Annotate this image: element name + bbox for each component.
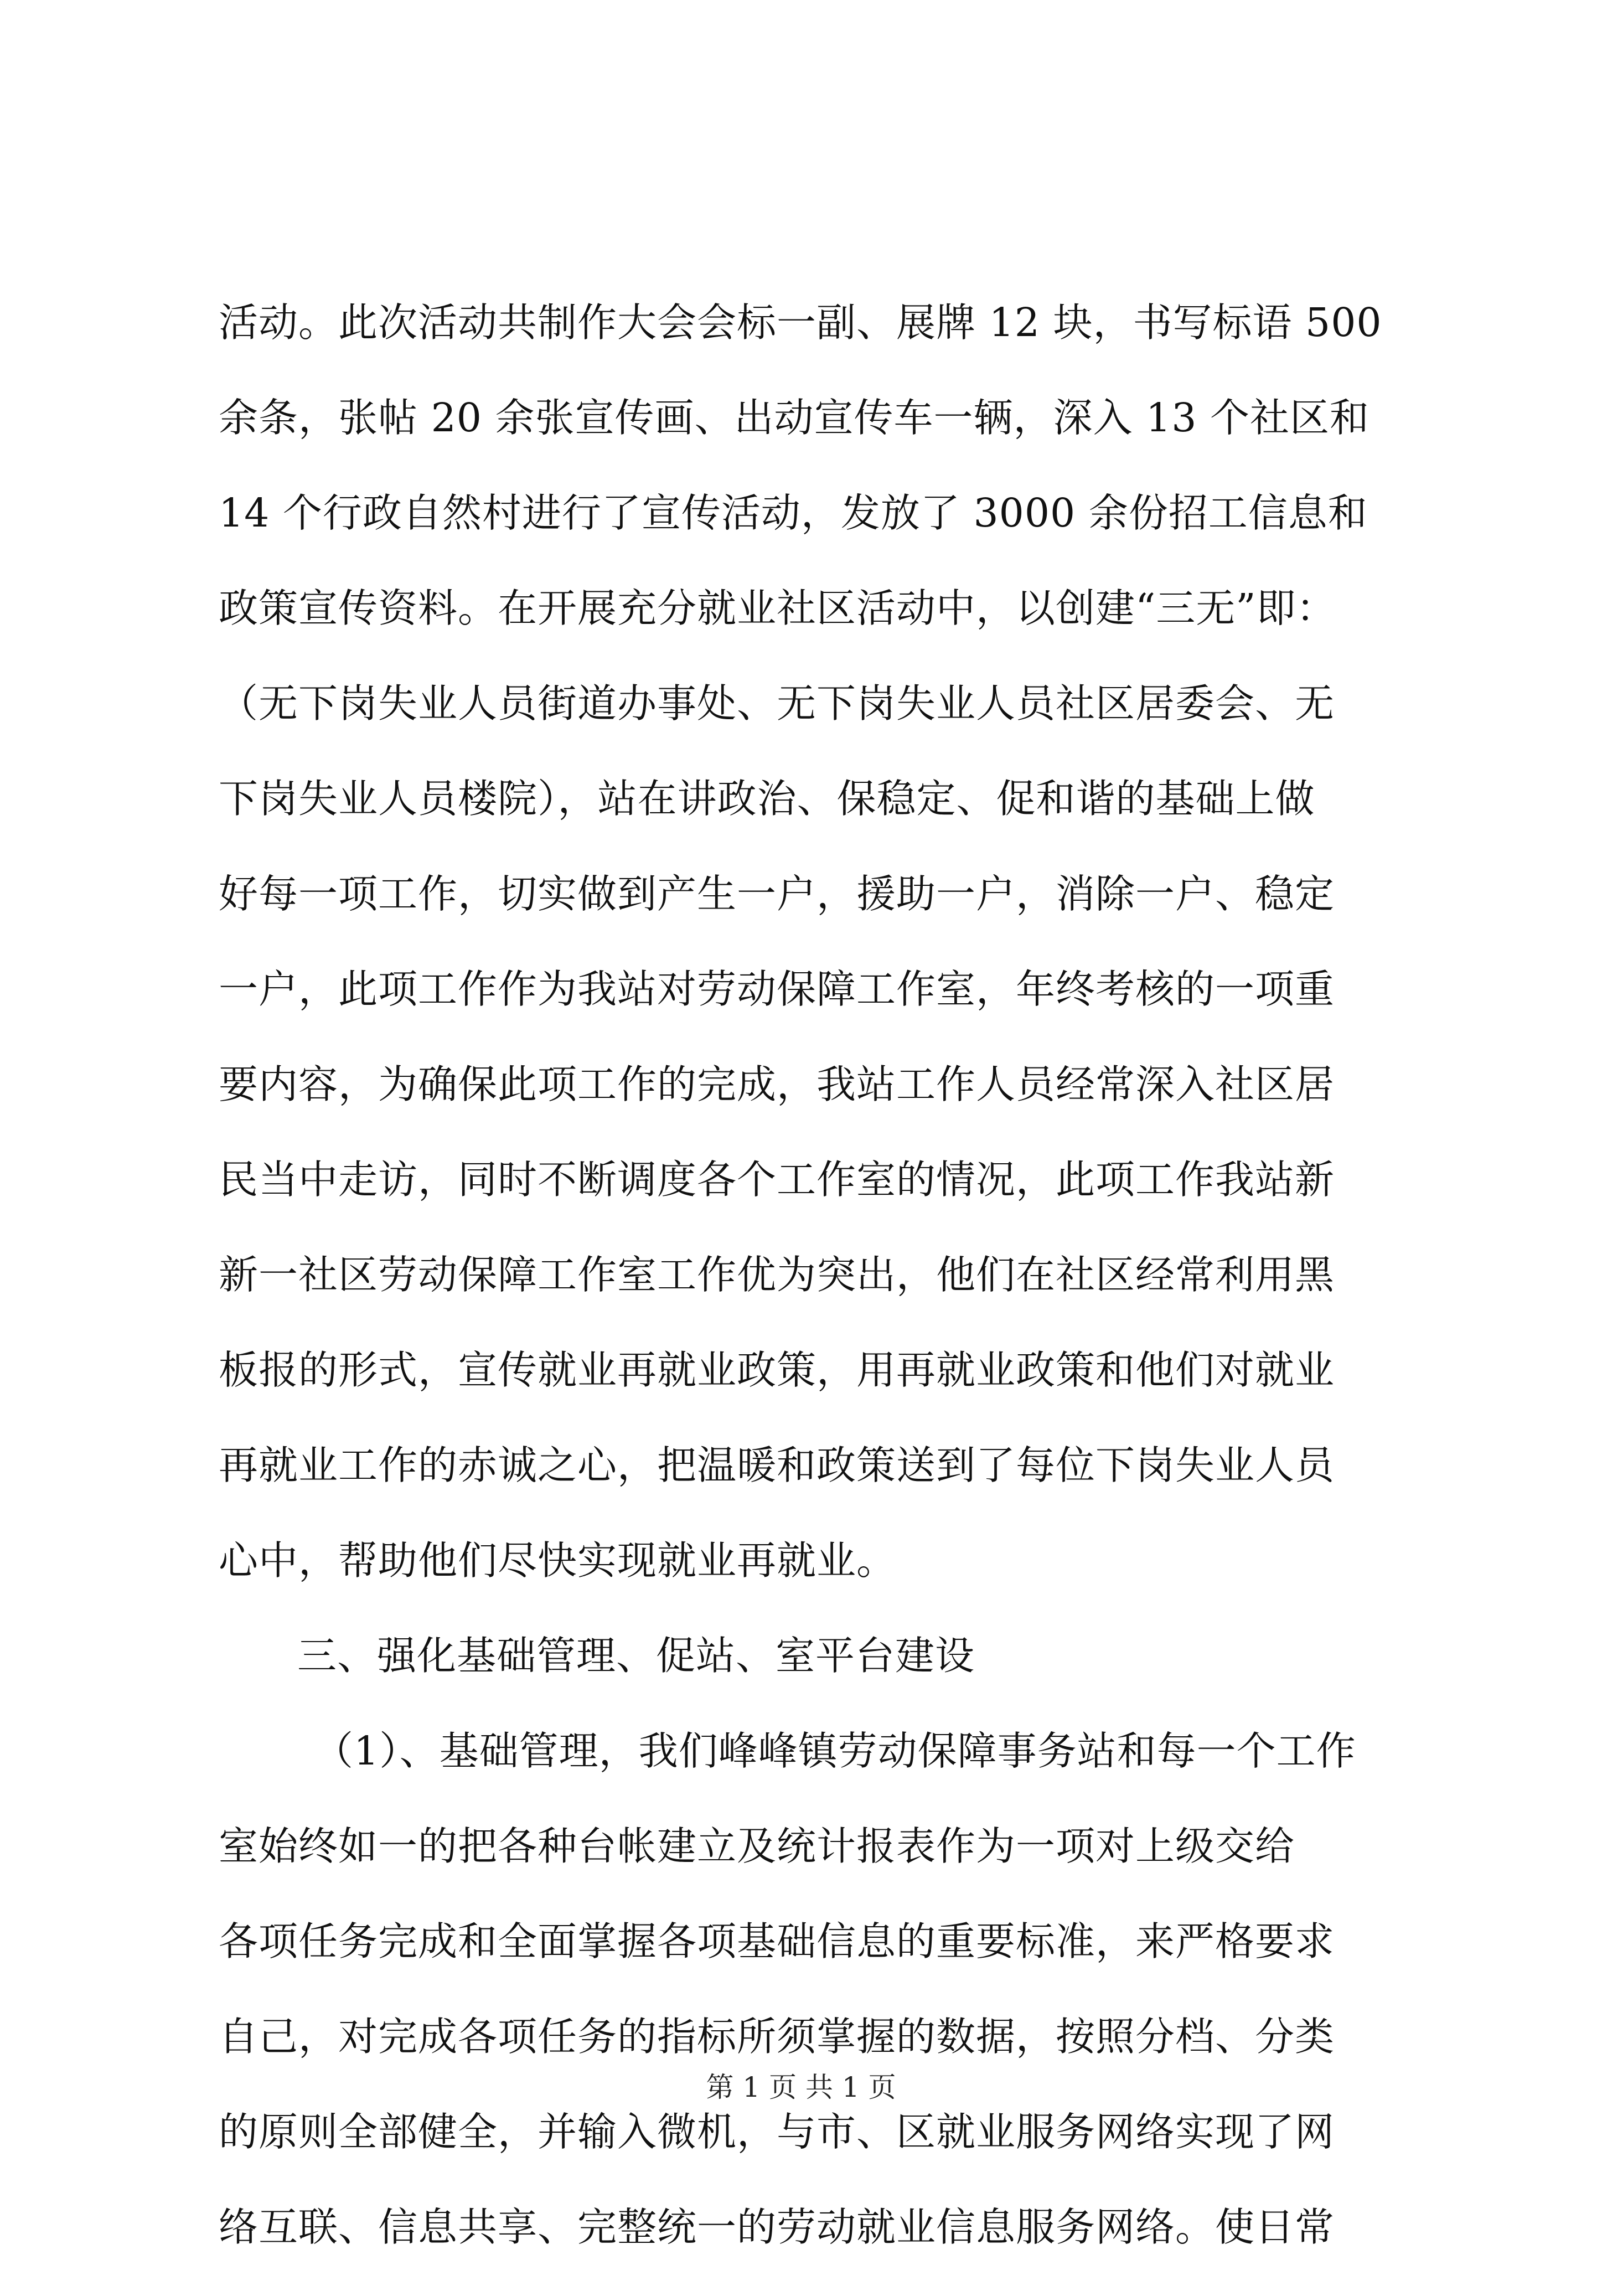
text-line: 14 个行政自然村进行了宣传活动，发放了 3000 余份招工信息和 [219, 490, 1368, 536]
text-line: 心中，帮助他们尽快实现就业再就业。 [219, 1537, 897, 1583]
text-line: （无下岗失业人员街道办事处、无下岗失业人员社区居委会、无 [219, 680, 1335, 726]
body-text [219, 296, 1409, 2296]
text-line: 要内容，为确保此项工作的完成，我站工作人员经常深入社区居 [219, 1061, 1335, 1107]
text-line: 下岗失业人员楼院），站在讲政治、保稳定、促和谐的基础上做 [219, 776, 1315, 822]
page-number-footer: 第 1 页 共 1 页 [706, 2071, 896, 2103]
text-line: 室始终如一的把各种台帐建立及统计报表作为一项对上级交给 [219, 1823, 1295, 1869]
text-line: 自己，对完成各项任务的指标所须掌握的数据，按照分档、分类 [219, 2014, 1335, 2060]
text-line: 板报的形式，宣传就业再就业政策，用再就业政策和他们对就业 [219, 1347, 1335, 1393]
section-heading: 三、强化基础管理、促站、室平台建设 [297, 1633, 975, 1679]
text-line: 民当中走访，同时不断调度各个工作室的情况，此项工作我站新 [219, 1157, 1335, 1203]
text-line: 余条，张帖 20 余张宣传画、出动宣传车一辆，深入 13 个社区和 [219, 395, 1370, 441]
text-line: 的原则全部健全，并输入微机，与市、区就业服务网络实现了网 [219, 2109, 1335, 2155]
text-line: 再就业工作的赤诚之心，把温暖和政策送到了每位下岗失业人员 [219, 1442, 1335, 1488]
paragraph-start: （1）、基础管理，我们峰峰镇劳动保障事务站和每一个工作 [314, 1728, 1356, 1774]
text-line: 新一社区劳动保障工作室工作优为突出，他们在社区经常利用黑 [219, 1252, 1335, 1298]
text-line: 好每一项工作，切实做到产生一户，援助一户，消除一户、稳定 [219, 871, 1335, 917]
text-line: 政策宣传资料。在开展充分就业社区活动中，以创建“三无”即： [219, 585, 1336, 631]
text-line: 一户，此项工作作为我站对劳动保障工作室，年终考核的一项重 [219, 966, 1335, 1012]
text-line: 活动。此次活动共制作大会会标一副、展牌 12 块，书写标语 500 [219, 300, 1382, 345]
text-line: 络互联、信息共享、完整统一的劳动就业信息服务网络。使日常 [219, 2204, 1335, 2250]
text-line: 各项任务完成和全面掌握各项基础信息的重要标准，来严格要求 [219, 1918, 1335, 1964]
